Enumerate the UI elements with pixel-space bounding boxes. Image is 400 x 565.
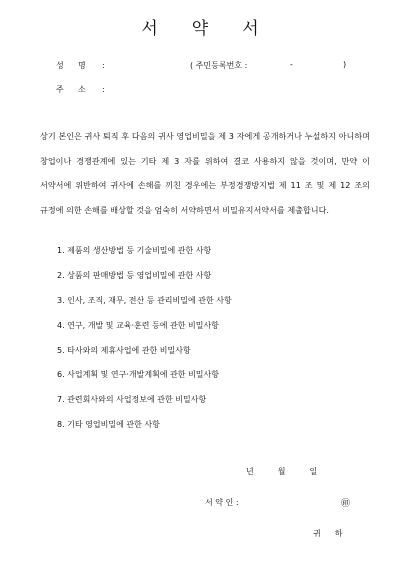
address-colon: : bbox=[102, 85, 105, 94]
title-char: 서 bbox=[141, 19, 158, 39]
list-item: 7. 관련회사와의 사업정보에 관한 비밀사항 bbox=[57, 395, 207, 405]
list-item: 6. 사업계획 및 연구·개발계획에 관한 비밀사항 bbox=[57, 370, 219, 380]
recipient-char: 귀 bbox=[313, 529, 321, 538]
month-label: 월 bbox=[277, 467, 286, 476]
day-label: 일 bbox=[309, 467, 318, 476]
name-field bbox=[56, 60, 105, 71]
signer-label: 서 약 인 : bbox=[205, 498, 239, 507]
list-item: 5. 타사와의 제휴사업에 관한 비밀사항 bbox=[57, 345, 191, 355]
list-item: 1. 제품의 생산방법 등 기술비밀에 관한 사항 bbox=[57, 246, 212, 255]
name-label-char: 명 bbox=[78, 61, 86, 70]
address-label-char: 소 bbox=[78, 85, 86, 94]
list-item: 4. 연구, 개발 및 교육·훈련 등에 관한 비밀사항 bbox=[57, 320, 219, 330]
address-field bbox=[56, 84, 105, 95]
list-item: 8. 기타 영업비밀에 관한 사항 bbox=[57, 420, 160, 430]
list-item: 3. 인사, 조직, 재무, 전산 등 관리비밀에 관한 사항 bbox=[57, 295, 232, 305]
id-number-close: ) bbox=[343, 60, 347, 69]
year-label: 년 bbox=[246, 467, 254, 476]
name-colon: : bbox=[102, 61, 105, 70]
date-line bbox=[246, 466, 341, 477]
id-number-dash: - bbox=[290, 60, 293, 69]
id-number-label: ( 주민등록번호 : bbox=[190, 61, 248, 70]
document-title bbox=[0, 14, 400, 39]
name-label-char: 성 bbox=[56, 61, 64, 70]
signer-line bbox=[205, 497, 355, 508]
confidential-items-list bbox=[57, 244, 232, 443]
address-label-char: 주 bbox=[56, 85, 64, 94]
recipient-char: 하 bbox=[334, 529, 343, 538]
title-char: 서 bbox=[242, 19, 259, 39]
recipient-line bbox=[313, 528, 356, 539]
list-item: 2. 상품의 판매방법 등 영업비밀에 관한 사항 bbox=[57, 270, 212, 280]
seal-icon: ㊞ bbox=[341, 499, 351, 509]
pledge-body-text: 상기 본인은 귀사 퇴직 후 다음의 귀사 영업비밀을 제 3 자에게 공개하거나 누설하지 아니하며 창업이나 경쟁관계에 있는 기타 제 3 자를 위하여 결코 사용하지 않을 것이며, 만약 이 서약서에 위반하여 귀사에 손해를 끼친 경우에는 부정경쟁방지법 제 11 조 및 제 12 조의 규정에 의한 손해를 배상할 것을 엄숙히 서약하면서 비밀유지서약서를 제출합니다. bbox=[40, 131, 370, 215]
title-char: 약 bbox=[191, 19, 209, 39]
